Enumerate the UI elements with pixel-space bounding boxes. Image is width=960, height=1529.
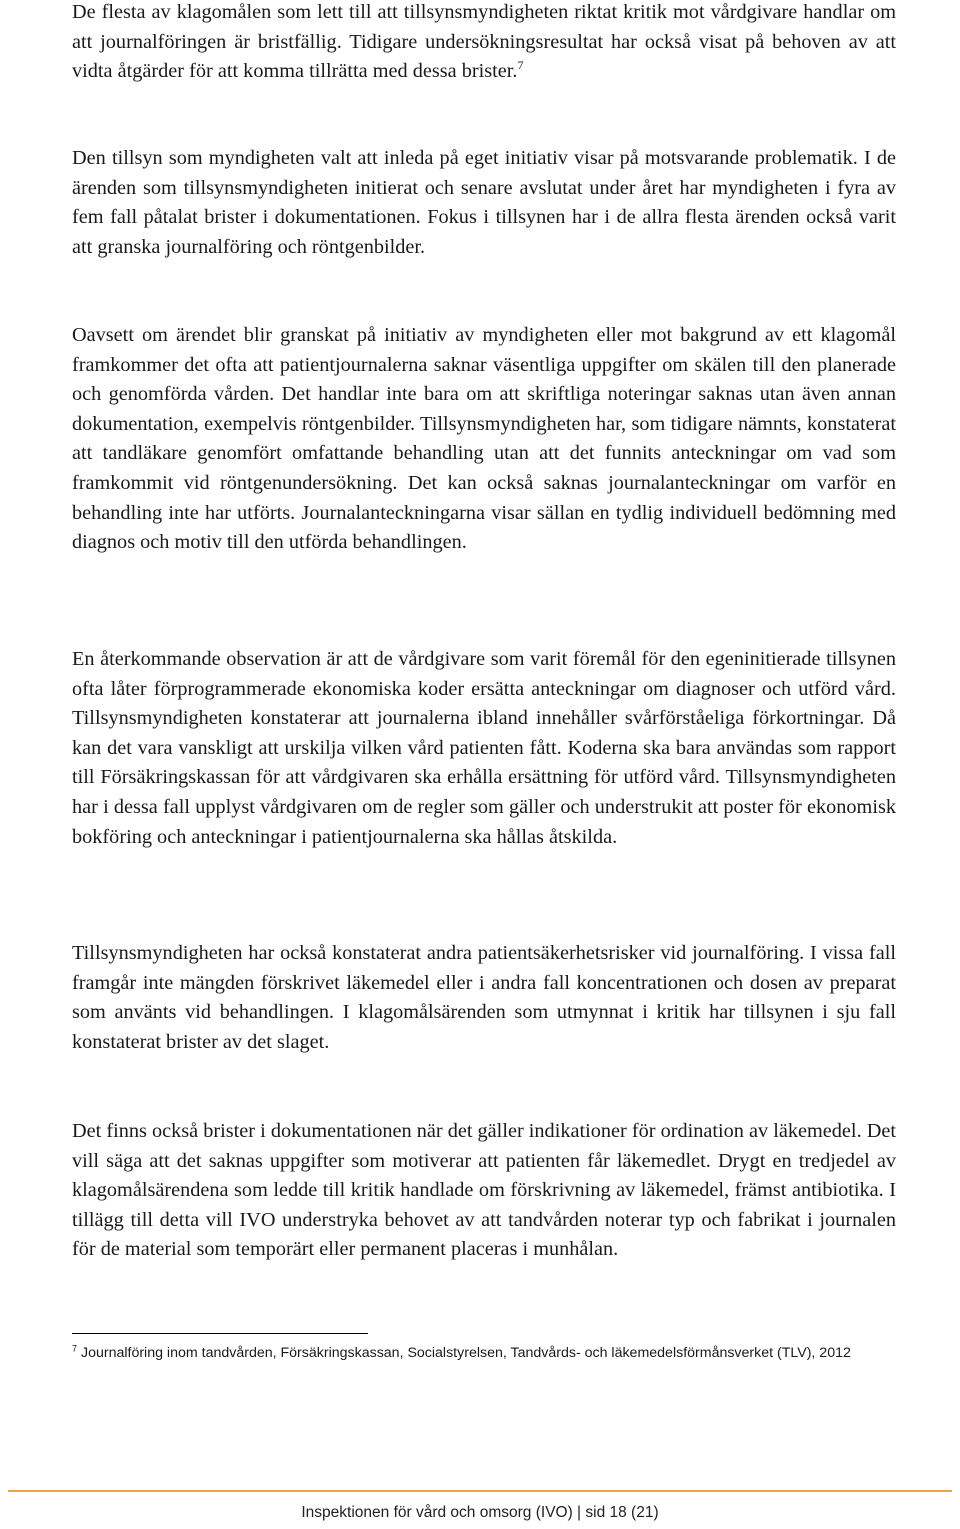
page-footer [0,1503,960,1523]
footnote-divider [72,1333,368,1334]
footer-divider [8,1490,952,1492]
footer-text: Inspektionen för vård och omsorg (IVO) | sid 18 (21) [301,1504,659,1521]
paragraph-2: Den tillsyn som myndigheten valt att inleda på eget initiativ visar på motsvarande problematik. I de ärenden som tillsynsmyndigheten initierat och senare avslutat under året har myndigheten i fyra av fem fall påtalat brister i dokumentationen. Fokus i tillsynen har i de allra flesta ärenden också varit att granska journalföring och röntgenbilder. [72,147,896,258]
footnote-number: 7 [72,1343,78,1354]
paragraph-1-text: De flesta av klagomålen som lett till att tillsynsmyndigheten riktat kritik mot vårdgivare handlar om att journalföringen är bristfällig. Tidigare undersökningsresultat har också visat på behoven av att vidta åtgärder för att komma tillrätta med dessa brister. [72,1,896,83]
paragraph-3: Oavsett om ärendet blir granskat på initiativ av myndigheten eller mot bakgrund av ett klagomål framkommer det ofta att patientjournalerna saknar väsentliga uppgifter om skälen till den planerade och genomförda vården. Det handlar inte bara om att skriftliga noteringar saknas utan även annan dokumentation, exempelvis röntgenbilder. Tillsynsmyndigheten har, som tidigare nämnts, konstaterat att tandläkare genomfört omfattande behandling utan att det funnits anteckningar om vad som framkommit vid röntgenundersökning. Det kan också saknas journalanteckningar om varför en behandling inte har utförts. Journalanteckningarna visar sällan en tydlig individuell bedömning med diagnos och motiv till den utförda behandlingen. [72,324,896,554]
footnote-text: Journalföring inom tandvården, Försäkringskassan, Socialstyrelsen, Tandvårds- och läkemedelsförmånsverket (TLV), 2012 [80,1345,851,1361]
paragraph-1 [72,0,896,87]
footnote-reference: 7 [517,58,524,73]
footnote [72,1344,896,1363]
paragraph-4: En återkommande observation är att de vårdgivare som varit föremål för den egeninitierade tillsynen ofta låter förprogrammerade ekonomiska koder ersätta anteckningar om diagnoser och utförd vård. Tillsynsmyndigheten konstaterar att journalerna ibland innehåller svårförståeliga förkortningar. Då kan det vara vanskligt att urskilja vilken vård patienten fått. Koderna ska bara användas som rapport till Försäkringskassan för att vårdgivaren ska erhålla ersättning för utförd vård. Tillsynsmyndigheten har i dessa fall upplyst vårdgivaren om de regler som gäller och understrukit att poster för ekonomisk bokföring och anteckningar i patientjournalerna ska hållas åtskilda. [72,648,896,848]
paragraph-6: Det finns också brister i dokumentationen när det gäller indikationer för ordination av läkemedel. Det vill säga att det saknas uppgifter som motiverar att patienten får läkemedlet. Drygt en tredjedel av klagomålsärendena som ledde till kritik handlade om förskrivning av läkemedel, främst antibiotika. I tillägg till detta vill IVO understryka behovet av att tandvården noterar typ och fabrikat i journalen för de material som temporärt eller permanent placeras i munhålan. [72,1120,896,1261]
paragraph-5: Tillsynsmyndigheten har också konstaterat andra patientsäkerhetsrisker vid journalföring. I vissa fall framgår inte mängden förskrivet läkemedel eller i andra fall koncentrationen och dosen av preparat som använts vid behandlingen. I klagomålsärenden som utmynnat i kritik har tillsynen i sju fall konstaterat brister av det slaget. [72,942,896,1053]
